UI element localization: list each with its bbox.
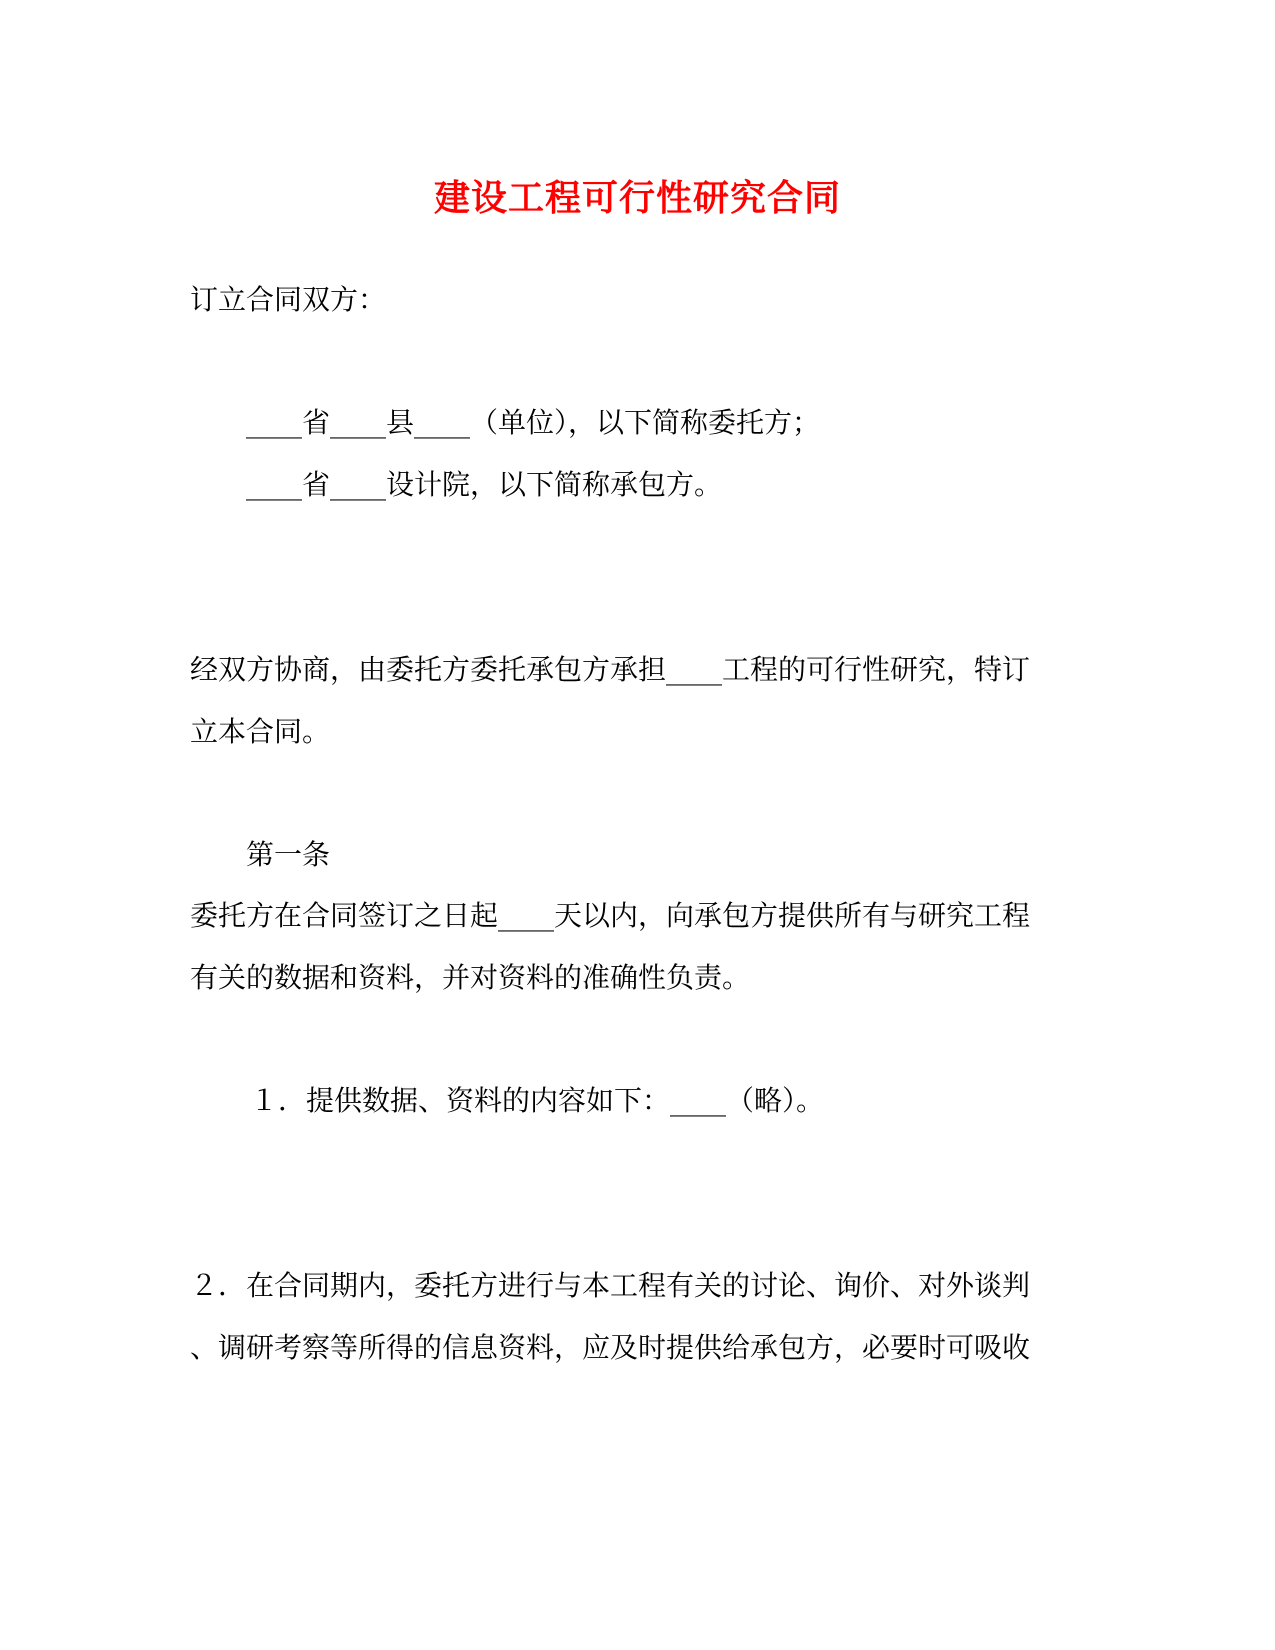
party-contractor: ____省____设计院，以下简称承包方。 [246,468,723,501]
article-1-line-2: 有关的数据和资料，并对资料的准确性负责。 [190,961,751,994]
parties-heading: 订立合同双方： [190,283,387,316]
preamble-line-2: 立本合同。 [190,715,331,748]
article-1-heading: 第一条 [246,838,331,871]
item-2-line-1: ２．在合同期内，委托方进行与本工程有关的讨论、询价、对外谈判 [190,1269,1031,1302]
document-title: 建设工程可行性研究合同 [433,177,841,219]
preamble-line-1: 经双方协商，由委托方委托承包方承担____工程的可行性研究，特订 [190,653,1031,686]
item-2-line-2: 、调研考察等所得的信息资料，应及时提供给承包方，必要时可吸收 [190,1331,1031,1364]
article-1-line-1: 委托方在合同签订之日起____天以内，向承包方提供所有与研究工程 [190,899,1031,932]
item-1: １．提供数据、资料的内容如下：____（略）。 [250,1084,825,1117]
party-client: ____省____县____（单位），以下简称委托方； [246,406,821,439]
